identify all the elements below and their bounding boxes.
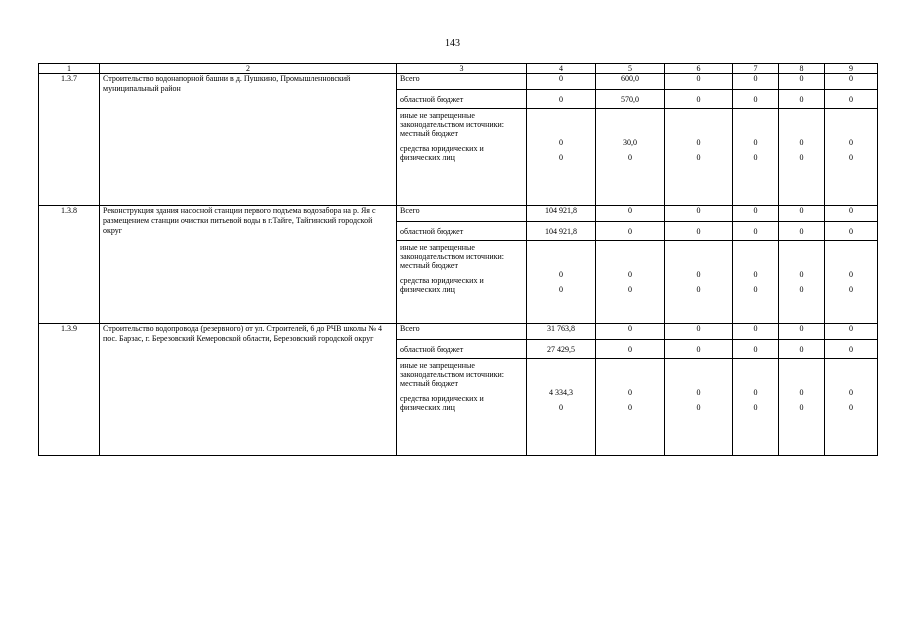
source-label: Всего <box>397 324 527 340</box>
legal-entities-value: 0 <box>559 153 563 162</box>
legal-entities-value: 0 <box>696 153 701 162</box>
value-cell <box>527 359 596 456</box>
col-header: 2 <box>100 64 397 74</box>
value-cell <box>825 359 878 456</box>
value-cell: 104 921,8 <box>527 222 596 241</box>
table-row <box>39 74 878 90</box>
other-sources-label: иные не запрещенные законодательством источники: <box>400 361 505 379</box>
value-cell <box>596 109 665 206</box>
header-row <box>39 64 878 74</box>
legal-entities-value: 0 <box>559 403 563 412</box>
local-budget-value: 0 <box>628 388 632 397</box>
col-header: 4 <box>527 64 596 74</box>
value-cell: 0 <box>779 222 825 241</box>
legal-entities-value: 0 <box>753 403 758 412</box>
value-cell: 0 <box>665 324 733 340</box>
value-cell <box>733 241 779 324</box>
legal-entities-label: средства юридических и физических лиц <box>400 144 484 162</box>
other-sources-label: иные не запрещенные законодательством источники: <box>400 243 505 261</box>
other-sources-label: иные не запрещенные законодательством источники: <box>400 111 505 129</box>
local-budget-value: 0 <box>696 270 701 279</box>
col-header: 3 <box>397 64 527 74</box>
source-label: областной бюджет <box>397 90 527 109</box>
value-cell: 0 <box>665 206 733 222</box>
value-cell: 0 <box>733 222 779 241</box>
value-cell: 0 <box>733 74 779 90</box>
legal-entities-value: 0 <box>849 403 853 412</box>
legal-entities-label: средства юридических и физических лиц <box>400 394 484 412</box>
source-breakdown <box>397 109 527 206</box>
value-cell: 0 <box>596 222 665 241</box>
value-cell: 600,0 <box>596 74 665 90</box>
legal-entities-value: 0 <box>849 285 853 294</box>
value-cell: 0 <box>779 340 825 359</box>
item-name: Строительство водопровода (резервного) от ул. Строителей, 6 до РЧВ школы № 4 пос. Барзас, г. Березовский Кемеровской области, Березовский городской округ <box>100 324 397 456</box>
value-cell: 0 <box>825 74 878 90</box>
value-cell: 0 <box>825 340 878 359</box>
value-cell <box>527 241 596 324</box>
legal-entities-value: 0 <box>628 153 632 162</box>
value-cell: 0 <box>596 324 665 340</box>
value-cell <box>596 241 665 324</box>
source-label: областной бюджет <box>397 340 527 359</box>
value-cell <box>527 109 596 206</box>
value-cell: 0 <box>596 206 665 222</box>
local-budget-value: 0 <box>849 138 853 147</box>
value-cell: 0 <box>779 324 825 340</box>
local-budget-label: местный бюджет <box>400 379 458 388</box>
local-budget-value: 0 <box>559 138 563 147</box>
page-number: 143 <box>445 38 460 49</box>
local-budget-label: местный бюджет <box>400 261 458 270</box>
legal-entities-value: 0 <box>849 153 853 162</box>
local-budget-value: 0 <box>696 388 701 397</box>
value-cell: 0 <box>527 90 596 109</box>
item-code: 1.3.7 <box>39 74 100 206</box>
source-label: Всего <box>397 206 527 222</box>
table-row <box>39 324 878 340</box>
value-cell: 104 921,8 <box>527 206 596 222</box>
item-name: Строительство водонапорной башни в д. Пушкино, Промышленновский муниципальный район <box>100 74 397 206</box>
value-cell: 0 <box>733 90 779 109</box>
value-cell <box>779 109 825 206</box>
local-budget-value: 0 <box>753 270 758 279</box>
value-cell: 0 <box>596 340 665 359</box>
value-cell: 0 <box>665 222 733 241</box>
local-budget-value: 0 <box>849 270 853 279</box>
local-budget-label: местный бюджет <box>400 129 458 138</box>
item-code: 1.3.9 <box>39 324 100 456</box>
local-budget-value: 0 <box>799 388 804 397</box>
value-cell <box>665 359 733 456</box>
value-cell: 27 429,5 <box>527 340 596 359</box>
local-budget-value: 0 <box>628 270 632 279</box>
value-cell <box>665 109 733 206</box>
legal-entities-value: 0 <box>559 285 563 294</box>
legal-entities-label: средства юридических и физических лиц <box>400 276 484 294</box>
col-header: 1 <box>39 64 100 74</box>
col-header: 8 <box>779 64 825 74</box>
value-cell <box>665 241 733 324</box>
source-label: Всего <box>397 74 527 90</box>
item-name: Реконструкция здания насосной станции первого подъема водозабора на р. Яя с размещением станции очистки питьевой воды в г.Тайге, Тайгинский городской округ <box>100 206 397 324</box>
col-header: 5 <box>596 64 665 74</box>
value-cell <box>596 359 665 456</box>
legal-entities-value: 0 <box>753 153 758 162</box>
legal-entities-value: 0 <box>628 285 632 294</box>
value-cell: 0 <box>825 222 878 241</box>
local-budget-value: 4 334,3 <box>549 388 573 397</box>
local-budget-value: 0 <box>849 388 853 397</box>
legal-entities-value: 0 <box>799 285 804 294</box>
value-cell: 0 <box>665 74 733 90</box>
col-header: 7 <box>733 64 779 74</box>
legal-entities-value: 0 <box>696 403 701 412</box>
local-budget-value: 0 <box>753 138 758 147</box>
value-cell: 0 <box>779 90 825 109</box>
item-code: 1.3.8 <box>39 206 100 324</box>
value-cell <box>825 109 878 206</box>
legal-entities-value: 0 <box>696 285 701 294</box>
local-budget-value: 0 <box>799 270 804 279</box>
funding-table <box>38 63 878 456</box>
value-cell: 0 <box>665 340 733 359</box>
source-label: областной бюджет <box>397 222 527 241</box>
legal-entities-value: 0 <box>799 403 804 412</box>
value-cell: 0 <box>733 206 779 222</box>
value-cell <box>779 241 825 324</box>
value-cell: 0 <box>665 90 733 109</box>
value-cell: 0 <box>825 324 878 340</box>
value-cell: 0 <box>779 74 825 90</box>
value-cell: 570,0 <box>596 90 665 109</box>
value-cell: 31 763,8 <box>527 324 596 340</box>
local-budget-value: 0 <box>799 138 804 147</box>
source-breakdown <box>397 359 527 456</box>
value-cell: 0 <box>825 206 878 222</box>
value-cell <box>779 359 825 456</box>
local-budget-value: 0 <box>696 138 701 147</box>
value-cell: 0 <box>733 340 779 359</box>
source-breakdown <box>397 241 527 324</box>
local-budget-value: 0 <box>753 388 758 397</box>
value-cell <box>733 109 779 206</box>
value-cell <box>825 241 878 324</box>
col-header: 9 <box>825 64 878 74</box>
value-cell: 0 <box>527 74 596 90</box>
local-budget-value: 0 <box>559 270 563 279</box>
legal-entities-value: 0 <box>799 153 804 162</box>
legal-entities-value: 0 <box>628 403 632 412</box>
value-cell: 0 <box>733 324 779 340</box>
col-header: 6 <box>665 64 733 74</box>
legal-entities-value: 0 <box>753 285 758 294</box>
value-cell: 0 <box>779 206 825 222</box>
table-row <box>39 206 878 222</box>
local-budget-value: 30,0 <box>623 138 637 147</box>
value-cell <box>733 359 779 456</box>
value-cell: 0 <box>825 90 878 109</box>
